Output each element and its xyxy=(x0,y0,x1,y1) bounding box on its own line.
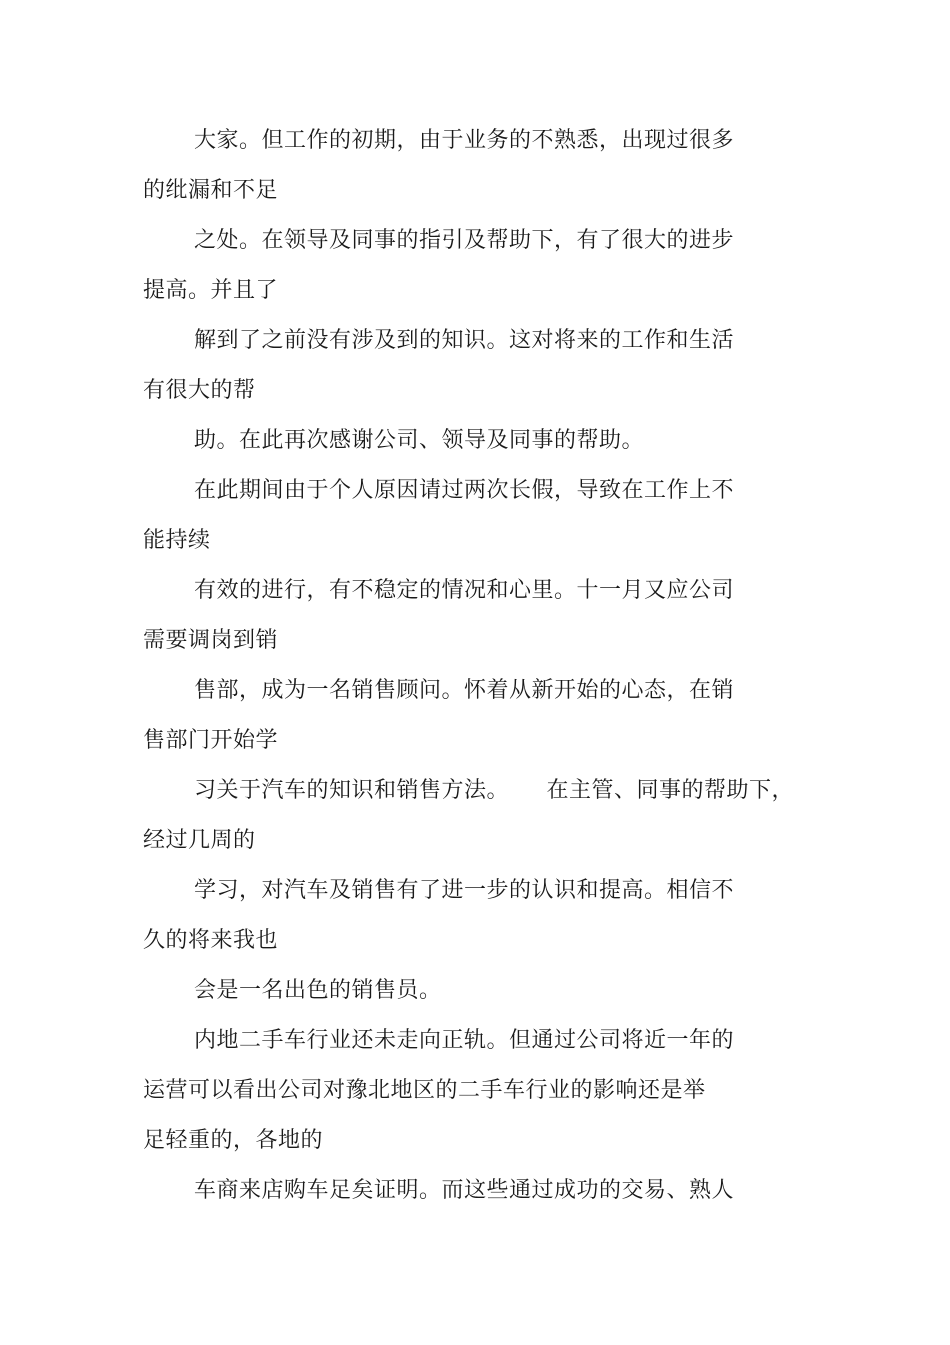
text-line: 助。在此再次感谢公司、领导及同事的帮助。 xyxy=(194,428,645,453)
text-line: 大家。但工作的初期，由于业务的不熟悉，出现过很多 xyxy=(194,128,735,153)
text-line: 内地二手车行业还未走向正轨。但通过公司将近一年的 xyxy=(194,1028,735,1053)
text-line: 有效的进行，有不稳定的情况和心里。十一月又应公司 xyxy=(194,578,735,603)
text-line: 售部门开始学 xyxy=(143,728,279,753)
text-line: 解到了之前没有涉及到的知识。这对将来的工作和生活 xyxy=(194,328,735,353)
text-line: 足轻重的，各地的 xyxy=(143,1128,324,1153)
text-line: 运营可以看出公司对豫北地区的二手车行业的影响还是举 xyxy=(143,1078,706,1103)
text-line: 会是一名出色的销售员。 xyxy=(194,978,442,1003)
text-line: 提高。并且了 xyxy=(143,278,279,303)
text-line: 有很大的帮 xyxy=(143,378,256,403)
text-line: 车商来店购车足矣证明。而这些通过成功的交易、熟人 xyxy=(194,1178,735,1203)
text-line: 在此期间由于个人原因请过两次长假，导致在工作上不 xyxy=(194,478,735,503)
text-line: 之处。在领导及同事的指引及帮助下，有了很大的进步 xyxy=(194,228,735,253)
text-line: 的纰漏和不足 xyxy=(143,178,279,203)
text-line: 经过几周的 xyxy=(143,828,256,853)
text-line: 习关于汽车的知识和销售方法。 在主管、同事的帮助下， xyxy=(194,778,794,803)
text-line: 能持续 xyxy=(143,528,211,553)
text-line: 需要调岗到销 xyxy=(143,628,279,653)
text-line: 久的将来我也 xyxy=(143,928,279,953)
text-line: 学习，对汽车及销售有了进一步的认识和提高。相信不 xyxy=(194,878,735,903)
text-line: 售部，成为一名销售顾问。怀着从新开始的心态，在销 xyxy=(194,678,735,703)
